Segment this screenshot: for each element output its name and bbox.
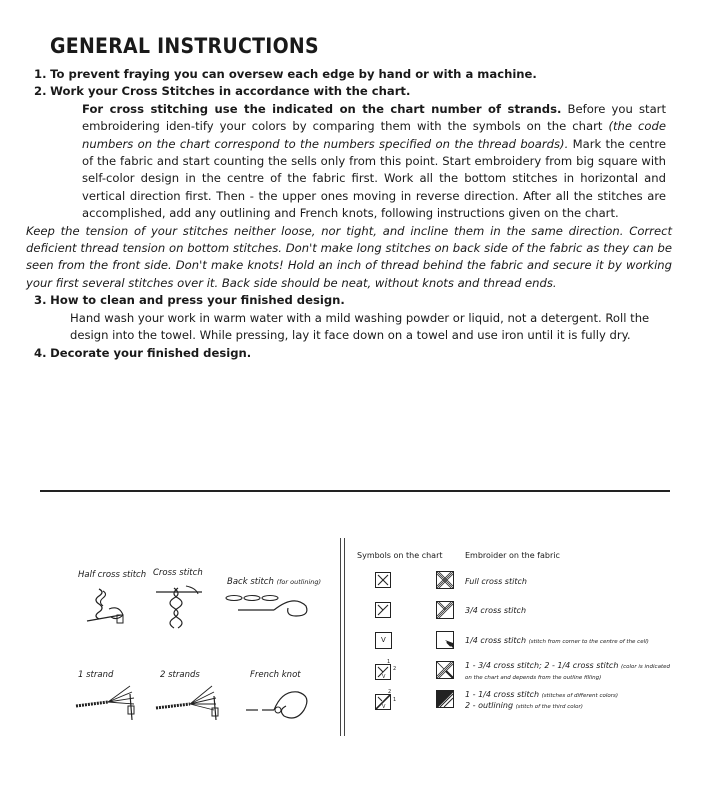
label-french-knot: French knot xyxy=(250,670,301,680)
instructions xyxy=(24,66,672,362)
label-back-stitch-text: Back stitch xyxy=(227,577,274,587)
row5-mark-2: 2 xyxy=(388,689,392,695)
label-cross-stitch: Cross stitch xyxy=(153,568,203,578)
legend-quarter-cross-note: (stitch from corner to the centre of the cell) xyxy=(528,639,649,645)
page-title: GENERAL INSTRUCTIONS xyxy=(50,34,319,58)
french-knot-illustration-icon xyxy=(240,682,320,727)
fabric-three-quarter-cross-icon xyxy=(436,601,454,619)
label-back-stitch xyxy=(227,577,321,587)
legend-combo-note-b: on the chart and depends from the outline filling) xyxy=(465,675,602,681)
fabric-outlining-icon xyxy=(436,690,454,708)
legend-header-symbols: Symbols on the chart xyxy=(357,551,443,560)
step-2-body-b: Mark the centre of the fabric and start counting the sells only from this point. Start embroidery from big square with self-color design in the centre of the fabric first. Work all the bottom stitches in horizontal and vertical direction first. Then - the upper ones moving in reverse direction. After all the stitches are accomplished, add any outlining and French knots, following instructions given on the chart. xyxy=(82,136,666,221)
row4-mark-1: 1 xyxy=(387,659,391,665)
fabric-three-quarter-quarter-icon xyxy=(436,661,454,679)
section-divider xyxy=(40,490,670,492)
label-half-cross-stitch: Half cross stitch xyxy=(78,570,147,580)
symbol-full-cross-icon xyxy=(375,572,391,588)
fabric-full-cross-icon xyxy=(436,571,454,589)
two-strands-illustration-icon xyxy=(152,680,232,725)
row4-mark-2: 2 xyxy=(393,666,397,672)
svg-text:V: V xyxy=(382,674,386,680)
step-3-body-text: Hand wash your work in warm water with a mild washing powder or liquid, not a detergent. Roll the design into the towel. While pressing, lay it face down on a towel and use iron until it is fully dry. xyxy=(70,310,650,343)
step-2-number: 2. xyxy=(34,84,47,99)
fabric-quarter-cross-icon xyxy=(436,631,454,649)
step-3 xyxy=(24,292,672,309)
one-strand-illustration-icon xyxy=(72,680,152,725)
legend-outlining-b: 2 - outlining xyxy=(465,701,514,710)
step-3-number: 3. xyxy=(34,293,47,308)
legend-three-quarter-cross-stitch: 3/4 cross stitch xyxy=(465,606,527,615)
legend-quarter-cross-text: 1/4 cross stitch xyxy=(465,636,527,645)
step-1-number: 1. xyxy=(34,67,47,81)
step-3-text: How to clean and press your finished design. xyxy=(50,293,345,308)
legend-outlining xyxy=(465,690,618,712)
step-2-body-italic: (the code numbers on the chart correspond to the numbers specified on the thread boards). xyxy=(82,119,666,151)
legend-header-fabric: Embroider on the fabric xyxy=(465,551,560,560)
legend-quarter-cross-stitch xyxy=(465,636,649,647)
legend-combo-text: 1 - 3/4 cross stitch; 2 - 1/4 cross stitch xyxy=(465,661,619,670)
tension-note-text: Keep the tension of your stitches neither loose, nor tight, and incline them in the same direction. Correct deficient thread tension on bottom stitches. Don't make long stitches on back side of the fabric as they can be seen from the front side. Don't make knots! Hold an inch of thread behind the fabric and secure it by working your first several stitches over it. Back side should be neat, without knots and thread ends. xyxy=(26,223,672,290)
legend-combo-stitch xyxy=(465,661,670,683)
legend-outlining-a-note: (stitches of different colors) xyxy=(541,693,618,699)
back-stitch-illustration-icon xyxy=(224,588,314,628)
legend-divider-2 xyxy=(344,538,345,736)
symbol-three-quarter-cross-icon xyxy=(375,602,391,618)
tension-note xyxy=(24,223,672,293)
step-2 xyxy=(24,83,672,100)
step-4 xyxy=(24,345,672,362)
step-2-text: Work your Cross Stitches in accordance with the chart. xyxy=(50,84,411,99)
legend-outlining-a: 1 - 1/4 cross stitch xyxy=(465,690,540,699)
step-2-body-a: Before you start embroidering iden-tify your colors by comparing them with the symbols on the chart xyxy=(82,101,666,134)
legend-divider-1 xyxy=(340,538,341,736)
cross-stitch-illustration-icon xyxy=(152,582,210,630)
step-1-text: To prevent fraying you can oversew each edge by hand or with a machine. xyxy=(50,67,537,81)
svg-text:V: V xyxy=(382,704,386,710)
symbol-v-mark: V xyxy=(381,636,386,644)
step-1 xyxy=(24,66,672,83)
label-back-stitch-note: (for outlining) xyxy=(276,578,322,586)
step-2-body-bold: For cross stitching use the indicated on the chart number of strands. xyxy=(82,101,562,116)
label-2-strands: 2 strands xyxy=(160,670,200,680)
step-3-body xyxy=(24,310,672,345)
step-4-number: 4. xyxy=(34,345,47,360)
row5-mark-1: 1 xyxy=(393,697,397,703)
half-cross-stitch-illustration-icon xyxy=(85,585,135,630)
step-2-body xyxy=(24,101,672,223)
symbol-quarter-cross-icon xyxy=(375,632,392,649)
legend-combo-note-a: (color is indicated xyxy=(620,664,670,670)
legend-full-cross-stitch: Full cross stitch xyxy=(465,577,527,586)
step-4-text: Decorate your finished design. xyxy=(50,345,252,360)
label-1-strand: 1 strand xyxy=(78,670,114,680)
legend-outlining-b-note: (stitch of the third color) xyxy=(515,704,583,710)
